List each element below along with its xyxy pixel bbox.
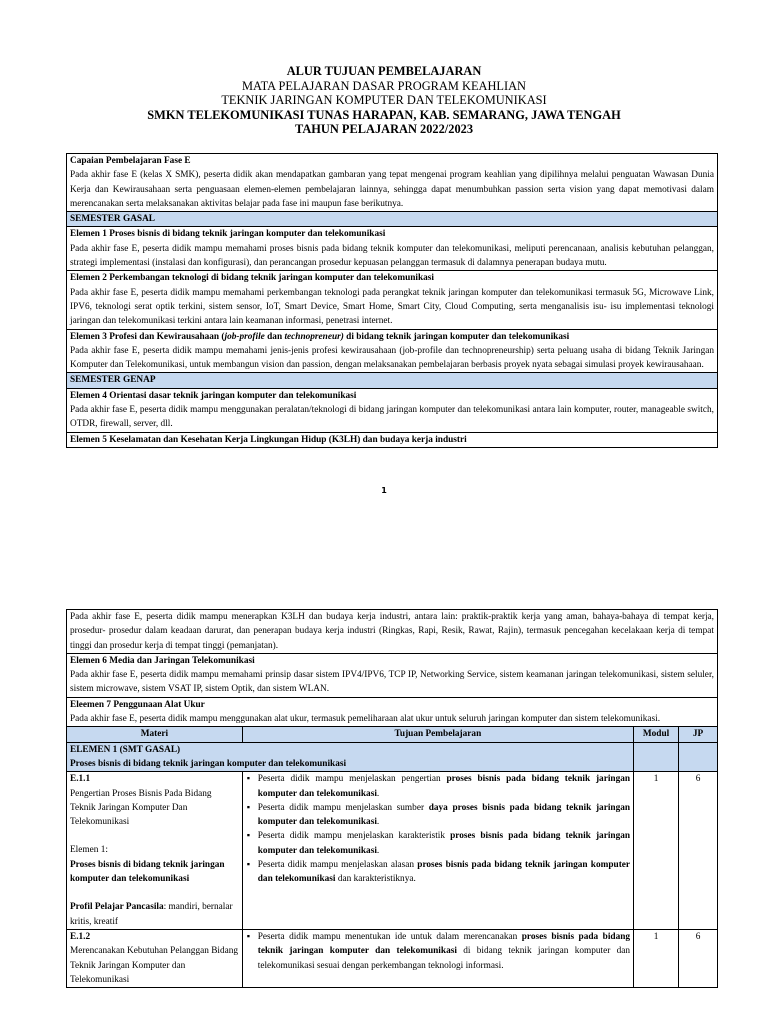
elemen3-title-e: di bidang teknik jaringan komputer dan telekomunikasi — [343, 331, 570, 342]
elemen1-group-modul — [634, 742, 679, 772]
e12-tujuan-cell — [242, 929, 633, 987]
elemen3-title-d: technopreneur) — [284, 331, 344, 342]
e11-materi: Pengertian Proses Bisnis Pada Bidang Teknik Jaringan Komputer Dan Telekomunikasi — [70, 788, 212, 828]
elemen7-title: Eleemen 7 Penggunaan Alat Ukur — [70, 699, 205, 710]
col-header-modul: Modul — [634, 727, 679, 742]
elemen1-group-line2: Proses bisnis di bidang teknik jaringan komputer dan telekomunikasi — [70, 758, 347, 769]
col-header-tujuan: Tujuan Pembelajaran — [242, 727, 633, 742]
elemen3-text: Pada akhir fase E, peserta didik mampu memahami jenis-jenis profesi kewirausahaan (job-profile dan technopreneurship) serta peluang usaha di bidang Teknik Jaringan Komputer dan Telekomunikasi, untuk membangun vision dan passion, dengan melaksanakan pembelajaran berbasis proyek nyata sebagai simulasi proyek kewirausahaan. — [70, 345, 714, 371]
e12-tujuan-list — [246, 930, 630, 973]
elemen3-title-c: dan — [264, 331, 285, 342]
e11-tujuan-cell — [242, 772, 633, 930]
table-row — [67, 772, 718, 930]
capaian-text: Pada akhir fase E (kelas X SMK), peserta didik akan mendapatkan gambaran yang tepat mengenai program keahlian yang dipilihnya melalui penguatan Wawasan Dunia Kerja dan Kewirausahaan serta penguasaan elemen-elemen pembelajaran lainnya, sehingga dapat menumbuhkan passion serta vision yang dapat memotivasi dalam merencanakan serta melaksanakan aktivitas belajar pada fase ini maupun fase berikutnya. — [70, 170, 714, 209]
list-item: ▪ Peserta didik mampu menjelaskan alasan proses bisnis pada bidang teknik jaringan komputer dan telekomunikasi dan karakteristiknya. — [258, 858, 630, 887]
tujuan-pembelajaran-table — [66, 726, 718, 988]
header-program: TEKNIK JARINGAN KOMPUTER DAN TELEKOMUNIKASI — [221, 93, 547, 107]
capaian-section — [67, 154, 717, 211]
elemen5-continued — [67, 610, 717, 653]
col-header-jp: JP — [679, 727, 718, 742]
capaian-box — [66, 153, 718, 448]
elemen6-title: Elemen 6 Media dan Jaringan Telekomunikasi — [70, 655, 255, 666]
e11-modul: 1 — [634, 772, 679, 930]
elemen4-section — [67, 388, 717, 432]
list-item: ▪ Peserta didik mampu menjelaskan karakteristik proses bisnis pada bidang teknik jaringan komputer dan telekomunikasi. — [258, 829, 630, 858]
e12-materi-cell — [67, 929, 243, 987]
e11-code: E.1.1 — [70, 774, 91, 785]
header-subject: MATA PELAJARAN DASAR PROGRAM KEAHLIAN — [241, 78, 526, 93]
e12-code: E.1.2 — [70, 931, 91, 942]
e11-jp: 6 — [679, 772, 718, 930]
header-school: SMKN TELEKOMUNIKASI TUNAS HARAPAN, KAB. SEMARANG, JAWA TENGAH — [147, 107, 621, 122]
elemen1-group-row — [67, 742, 718, 772]
elemen3-title — [70, 330, 714, 344]
elemen1-group-cell — [67, 742, 634, 772]
elemen6-section — [67, 653, 717, 697]
page-number: 1 — [381, 486, 387, 495]
elemen1-title: Elemen 1 Proses bisnis di bidang teknik jaringan komputer dan telekomunikasi — [70, 229, 386, 240]
page2-box — [66, 609, 718, 988]
elemen2-text: Pada akhir fase E, peserta didik mampu memahami perkembangan teknologi pada perangkat teknik jaringan komputer dan telekomunikasi termasuk 5G, Microwave Link, IPV6, teknologi serat optik terkini, sistem sensor, IoT, Smart Device, Smart Home, Smart City, Cloud Computing, serta menganalisis isu- isu implementasi teknologi jaringan dan telekomunikasi terkini antara lain keamanan informasi, penetrasi internet. — [70, 287, 714, 327]
e11-materi-cell — [67, 772, 243, 930]
elemen1-group-jp — [679, 742, 718, 772]
list-item: ▪ Peserta didik mampu menjelaskan pengertian proses bisnis pada bidang teknik jaringan komputer dan telekomunikasi. — [258, 772, 630, 801]
elemen3-title-b: job-profile — [224, 331, 265, 342]
table-header-row — [67, 727, 718, 742]
e11-elemen-name: Proses bisnis di bidang teknik jaringan komputer dan telekomunikasi — [70, 859, 225, 885]
document-header — [0, 64, 768, 137]
elemen5-section — [67, 432, 717, 447]
header-title: ALUR TUJUAN PEMBELAJARAN — [286, 64, 482, 78]
elemen4-text: Pada akhir fase E, peserta didik mampu menggunakan peralatan/teknologi di bidang jaringan komputer dan telekomunikasi antara lain komputer, router, manageable switch, OTDR, firewall, server, dll. — [70, 405, 714, 430]
elemen5-title: Elemen 5 Keselamatan dan Kesehatan Kerja Lingkungan Hidup (K3LH) dan budaya kerja industri — [70, 434, 467, 445]
elemen3-section — [67, 329, 717, 373]
list-item: ▪ Peserta didik mampu menentukan ide untuk dalam merencanakan proses bisnis pada bidang teknik jaringan komputer dan telekomunikasi di bidang teknik jaringan komputer dan telekomunikasi sesuai dengan perkembangan teknologi informasi. — [258, 930, 630, 973]
elemen3-title-a: Elemen 3 Profesi dan Kewirausahaan ( — [70, 331, 225, 342]
semester-genap-header: SEMESTER GENAP — [67, 372, 717, 387]
table-row — [67, 929, 718, 987]
elemen1-text: Pada akhir fase E, peserta didik mampu memahami proses bisnis pada bidang teknik komputer dan telekomunikasi, meliputi perencanaan, analisis kebutuhan pelanggan, strategi implementasi (instalasi dan konfigurasi), dan perancangan prosedur kepuasan pelanggan termasuk di dalamnya penerapan budaya mutu. — [70, 243, 714, 269]
elemen1-section — [67, 226, 717, 270]
elemen5-text: Pada akhir fase E, peserta didik mampu menerapkan K3LH dan budaya kerja industri, antara lain: praktik-praktik kerja yang aman, bahaya-bahaya di tempat kerja, prosedur- prosedur dalam keadaan darurat, dan penerapan budaya kerja industri (Ringkas, Rapi, Resik, Rawat, Rajin), termasuk pencegahan kecelakaan kerja di tempat tinggi dan prosedur kerja di tempat tinggi (pemanjatan). — [70, 612, 714, 651]
e12-modul: 1 — [634, 929, 679, 987]
elemen2-title: Elemen 2 Perkembangan teknologi di bidang teknik jaringan komputer dan telekomunikasi — [70, 273, 435, 284]
elemen7-text: Pada akhir fase E, peserta didik mampu menggunakan alat ukur, termasuk pemeliharaan alat ukur untuk seluruh jaringan komputer dan sistem telekomunikasi. — [70, 714, 661, 725]
e11-tujuan-list — [246, 772, 630, 886]
semester-gasal-header: SEMESTER GASAL — [67, 211, 717, 226]
list-item: ▪ Peserta didik mampu menjelaskan sumber daya proses bisnis pada bidang teknik jaringan komputer dan telekomunikasi. — [258, 801, 630, 830]
elemen2-section — [67, 270, 717, 328]
elemen1-group-line1: ELEMEN 1 (SMT GASAL) — [70, 744, 181, 755]
e11-profil: Profil Pelajar Pancasila: mandiri, bernalar kritis, kreatif — [70, 902, 233, 927]
e12-jp: 6 — [679, 929, 718, 987]
capaian-title: Capaian Pembelajaran Fase E — [70, 156, 191, 166]
e11-elemen-label: Elemen 1: — [70, 845, 108, 856]
elemen4-title: Elemen 4 Orientasi dasar teknik jaringan komputer dan telekomunikasi — [70, 390, 357, 401]
elemen7-section — [67, 697, 717, 727]
e12-materi: Merencanakan Kebutuhan Pelanggan Bidang Teknik Jaringan Komputer dan Telekomunikasi — [70, 946, 239, 985]
col-header-materi: Materi — [67, 727, 243, 742]
header-year: TAHUN PELAJARAN 2022/2023 — [294, 122, 474, 136]
elemen6-text: Pada akhir fase E, peserta didik mampu memahami prinsip dasar sistem IPV4/IPV6, TCP IP, Networking Service, sistem keamanan jaringan telekomunikasi, sistem seluler, sistem microwave, sistem VSAT IP, sistem Optik, dan sistem WLAN. — [70, 670, 714, 695]
